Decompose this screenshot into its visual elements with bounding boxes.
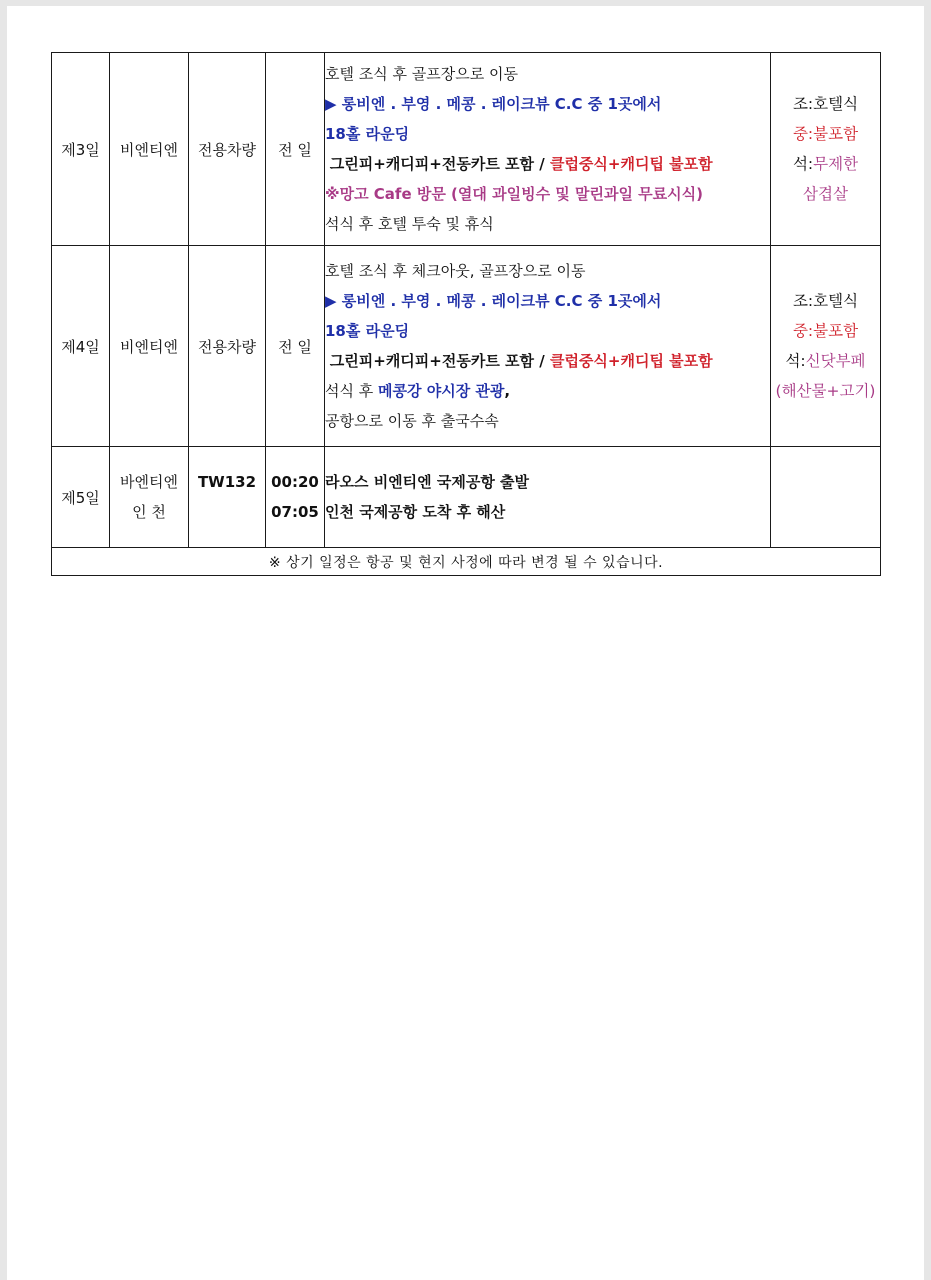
schedule-cell bbox=[325, 447, 771, 548]
document-page bbox=[7, 6, 924, 1280]
meal-cell bbox=[771, 447, 881, 548]
inclusion-line bbox=[325, 346, 770, 376]
meal-cell bbox=[771, 246, 881, 447]
time-cell bbox=[266, 447, 325, 548]
night-market-text: 메콩강 야시장 관광 bbox=[378, 382, 505, 400]
itinerary-table bbox=[51, 52, 881, 576]
transport-cell: 전용차량 bbox=[189, 53, 266, 246]
schedule-cell bbox=[325, 246, 771, 447]
time-cell: 전 일 bbox=[266, 246, 325, 447]
dinner-label: 석: bbox=[785, 352, 806, 370]
table-row-day4 bbox=[52, 246, 881, 447]
dinner-value: 신닷부페 bbox=[805, 352, 866, 370]
course-options-line: ▶ 롱비엔 . 부영 . 메콩 . 레이크뷰 C.C 중 1곳에서 bbox=[325, 292, 662, 310]
table-row-day5 bbox=[52, 447, 881, 548]
schedule-line: 석식 후 호텔 투숙 및 휴식 bbox=[325, 215, 494, 233]
day-cell: 제4일 bbox=[52, 246, 110, 447]
footnote: ※ 상기 일정은 항공 및 현지 사정에 따라 변경 될 수 있습니다. bbox=[52, 548, 881, 576]
schedule-line: 공항으로 이동 후 출국수속 bbox=[325, 412, 499, 430]
breakfast-text: 조:호텔식 bbox=[792, 95, 859, 113]
schedule-line: 호텔 조식 후 체크아웃, 골프장으로 이동 bbox=[325, 262, 586, 280]
round-line: 18홀 라운딩 bbox=[325, 322, 410, 340]
flight-number: TW132 bbox=[197, 473, 257, 491]
dinner-value: 무제한 bbox=[813, 155, 859, 173]
course-options-line: ▶ 롱비엔 . 부영 . 메콩 . 레이크뷰 C.C 중 1곳에서 bbox=[325, 95, 662, 113]
place-cell: 비엔티엔 bbox=[110, 53, 189, 246]
footnote-row bbox=[52, 548, 881, 576]
table-row-day3 bbox=[52, 53, 881, 246]
departure-time: 00:20 bbox=[271, 473, 319, 491]
comma-text: , bbox=[504, 382, 511, 400]
lunch-text: 중:불포함 bbox=[792, 125, 859, 143]
transport-cell: 전용차량 bbox=[189, 246, 266, 447]
excluded-text: 클럽중식+캐디팁 불포함 bbox=[549, 155, 713, 173]
included-text: 그린피+캐디피+전동카트 포함 / bbox=[329, 155, 550, 173]
departure-line: 라오스 비엔티엔 국제공항 출발 bbox=[325, 473, 530, 491]
arrival-time: 07:05 bbox=[271, 503, 319, 521]
dinner-text bbox=[771, 149, 880, 179]
dinner-text bbox=[771, 346, 880, 376]
excluded-text: 클럽중식+캐디팁 불포함 bbox=[549, 352, 713, 370]
flight-cell bbox=[189, 447, 266, 548]
day-cell: 제5일 bbox=[52, 447, 110, 548]
day-cell: 제3일 bbox=[52, 53, 110, 246]
dinner-extra: (해산물+고기) bbox=[775, 382, 876, 400]
dinner-label: 석: bbox=[792, 155, 814, 173]
time-cell: 전 일 bbox=[266, 53, 325, 246]
arrival-place: 인 천 bbox=[132, 503, 166, 521]
departure-place: 바엔티엔 bbox=[120, 473, 178, 491]
lunch-text: 중:불포함 bbox=[792, 322, 859, 340]
place-cell: 비엔티엔 bbox=[110, 246, 189, 447]
night-market-line bbox=[325, 376, 770, 406]
breakfast-text: 조:호텔식 bbox=[792, 292, 859, 310]
round-line: 18홀 라운딩 bbox=[325, 125, 410, 143]
place-cell bbox=[110, 447, 189, 548]
meal-cell bbox=[771, 53, 881, 246]
schedule-line: 호텔 조식 후 골프장으로 이동 bbox=[325, 65, 518, 83]
arrival-line: 인천 국제공항 도착 후 해산 bbox=[325, 503, 506, 521]
dinner-extra: 삼겹살 bbox=[803, 185, 848, 203]
schedule-cell bbox=[325, 53, 771, 246]
dinner-prefix: 석식 후 bbox=[325, 382, 379, 400]
inclusion-line bbox=[325, 149, 770, 179]
included-text: 그린피+캐디피+전동카트 포함 / bbox=[329, 352, 550, 370]
cafe-visit-line: ※망고 Cafe 방문 (열대 과일빙수 및 말린과일 무료시식) bbox=[325, 185, 703, 203]
